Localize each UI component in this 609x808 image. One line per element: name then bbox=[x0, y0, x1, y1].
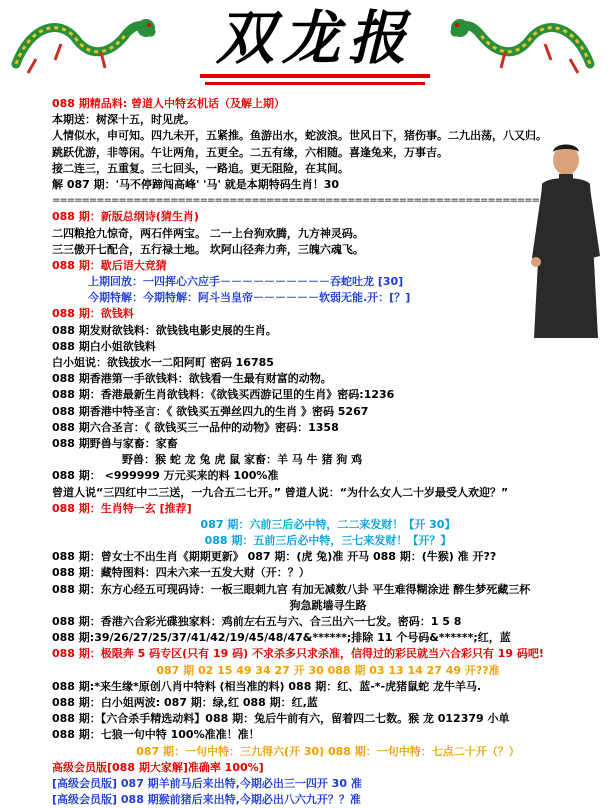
text-line: 今期特解：今期特解：阿斗当皇帝－－－－－－软弱无能.开：[？] bbox=[88, 291, 411, 305]
text-line: 088 期：生肖特一玄 [推荐] bbox=[52, 501, 192, 515]
page-title: 双龙报 bbox=[215, 4, 414, 72]
text-line: 088 期： <999999 万元买来的料 100%准 bbox=[52, 469, 279, 483]
text-line: 088 期：【六合杀手精选动料】088 期：兔后牛前有六，留着四二七数。猴 龙 012379 小单 bbox=[52, 712, 510, 726]
text-line: 野兽：猴 蛇 龙 兔 虎 鼠 家畜：羊 马 牛 猪 狗 鸡 bbox=[122, 453, 363, 467]
text-line: 088 期：香港最新生肖欲钱料：《欲钱买西游记里的生肖》密码:1236 bbox=[52, 388, 395, 402]
text-line: 二四粮抢九惊奇，两石伴两宝。 二一上台狗欢腾，九方神灵码。 bbox=[52, 226, 364, 240]
text-line: 088 期香港第一手欲钱料：欲钱看一生最有财富的动物。 bbox=[52, 372, 332, 386]
text-line: 接二连三，五重复。三七回头，一路追。更无阻险，在其间。 bbox=[52, 161, 349, 175]
text-line: 087 期 02 15 49 34 27 开 30 088 期 03 13 14 27 49 开??准 bbox=[156, 663, 500, 677]
text-line: 088 期：极限奔 5 码专区(只有 19 码) 不求杀多只求杀准，信得过的彩民就当六合彩只有 19 码吧! bbox=[52, 647, 544, 661]
text-line: 088 期:39/26/27/25/37/41/42/19/45/48/47&******;排除 11 个号码&******;红，蓝 bbox=[52, 631, 511, 645]
text-line: 088 期香港中特圣言：《 欲钱买五弹丝四九的生肖 》密码 5267 bbox=[52, 404, 369, 418]
title-underline-secondary bbox=[205, 82, 425, 85]
text-line: 解 087 期：'马不停蹄闯高峰' '马' 就是本期特码生肖！30 bbox=[52, 177, 340, 191]
text-line: 088 期六合圣言：《 欲钱买三一品仲的动物》密码：1358 bbox=[52, 420, 339, 434]
text-line: 曾道人说“三四红中二三送，一九合五二七开。” 曾道人说：“为什么女人二十岁最受人欢迎？” bbox=[52, 485, 509, 499]
title-underline bbox=[200, 74, 430, 78]
text-line: 087 期：六前三后必中特，二二来发财！【开 30】 bbox=[200, 517, 456, 531]
text-line: 088 期：藏特图料：四未六来一五发大财（开：？） bbox=[52, 566, 310, 580]
text-line: 088 期：歇后语大竞猜 bbox=[52, 258, 167, 272]
text-line: 人情似水，申可知。四九未开，五紧推。鱼游出水，蛇波浪。世风日下，猪伤事。二九出荡，八又归。 bbox=[52, 129, 547, 143]
text-line: 白小姐说：欲钱拔水一二阳阿町 密码 16785 bbox=[52, 356, 274, 369]
text-line: 088 期：曾女士不出生肖《期期更新》 087 期：(虎 兔)准 开马 088 期：(牛猴) 准 开?? bbox=[52, 550, 497, 564]
text-line: 088 期:*来生缘*原创八肖中特料 (相当准的料) 088 期：红、蓝-*-虎猪鼠蛇 龙牛羊马. bbox=[52, 679, 482, 693]
text-line: 本期送：树深十五，时见虎。 bbox=[52, 113, 195, 127]
dragon-right-icon bbox=[450, 4, 600, 86]
text-line: 三三傲开七配合，五行禄土地。 坎阿山径奔力奔，三魄六魂飞。 bbox=[52, 242, 364, 256]
text-line: 088 期：香港六合彩光碟独家料：鸡前左右五与六、合三出六一七发。密码：1 5 8 bbox=[52, 615, 462, 628]
text-line: 088 期发财欲钱料：欲钱钱电影史展的生肖。 bbox=[52, 323, 277, 337]
text-line: 088 期：新版总纲诗(猜生肖) bbox=[52, 210, 199, 224]
text-line: ================================================================== bbox=[52, 195, 540, 207]
text-line: 上期回放：一四挥心六应手－－－－－－－－－－吞蛇吐龙 [30] bbox=[88, 275, 404, 289]
text-line: 088 期白小姐欲钱料 bbox=[52, 339, 156, 353]
text-line: 088 期：白小姐两波: 087 期：绿,红 088 期：红,蓝 bbox=[52, 695, 318, 709]
text-line: [高级会员版] 087 期羊前马后来出特,今期必出三一四开 30 准 bbox=[52, 776, 362, 790]
text-line: 088 期：欲钱料 bbox=[52, 307, 134, 321]
text-line: 087 期：一句中特：三九得六(开 30) 088 期：一句中特：七点二十开（？） bbox=[136, 744, 520, 758]
text-line: 088 期：东方心经五可现码诗：一板三眼刺九宫 有加无减数八卦 平生难得糊涂进 醉生梦死藏三杯 bbox=[52, 582, 531, 596]
dragon-left-icon bbox=[6, 4, 156, 86]
article-body bbox=[52, 96, 604, 808]
text-line: 高级会员版[088 期大家解]准确率 100%] bbox=[52, 760, 264, 774]
text-line: 狗急跳墙寻生路 bbox=[289, 598, 367, 612]
page-header bbox=[0, 0, 609, 94]
text-line: [高级会员版] 088 期猴前猪后来出特,今期必出八六九开？？准 bbox=[52, 793, 361, 807]
text-line: 088 期：五前三后必中特，三七来发财！【开？】 bbox=[204, 534, 452, 548]
text-line: 088 期：七狼一句中特 100%准准！准！ bbox=[52, 728, 260, 742]
text-line: 088 期精品料: 曾道人中特玄机话（及解上期） bbox=[52, 97, 286, 110]
text-line: 跳跃优游，非等闲。午让两角，五更全。二五有缘，六相随。喜逢兔来，万事吉。 bbox=[52, 145, 448, 159]
text-line: 088 期野兽与家畜：家畜 bbox=[52, 436, 178, 450]
